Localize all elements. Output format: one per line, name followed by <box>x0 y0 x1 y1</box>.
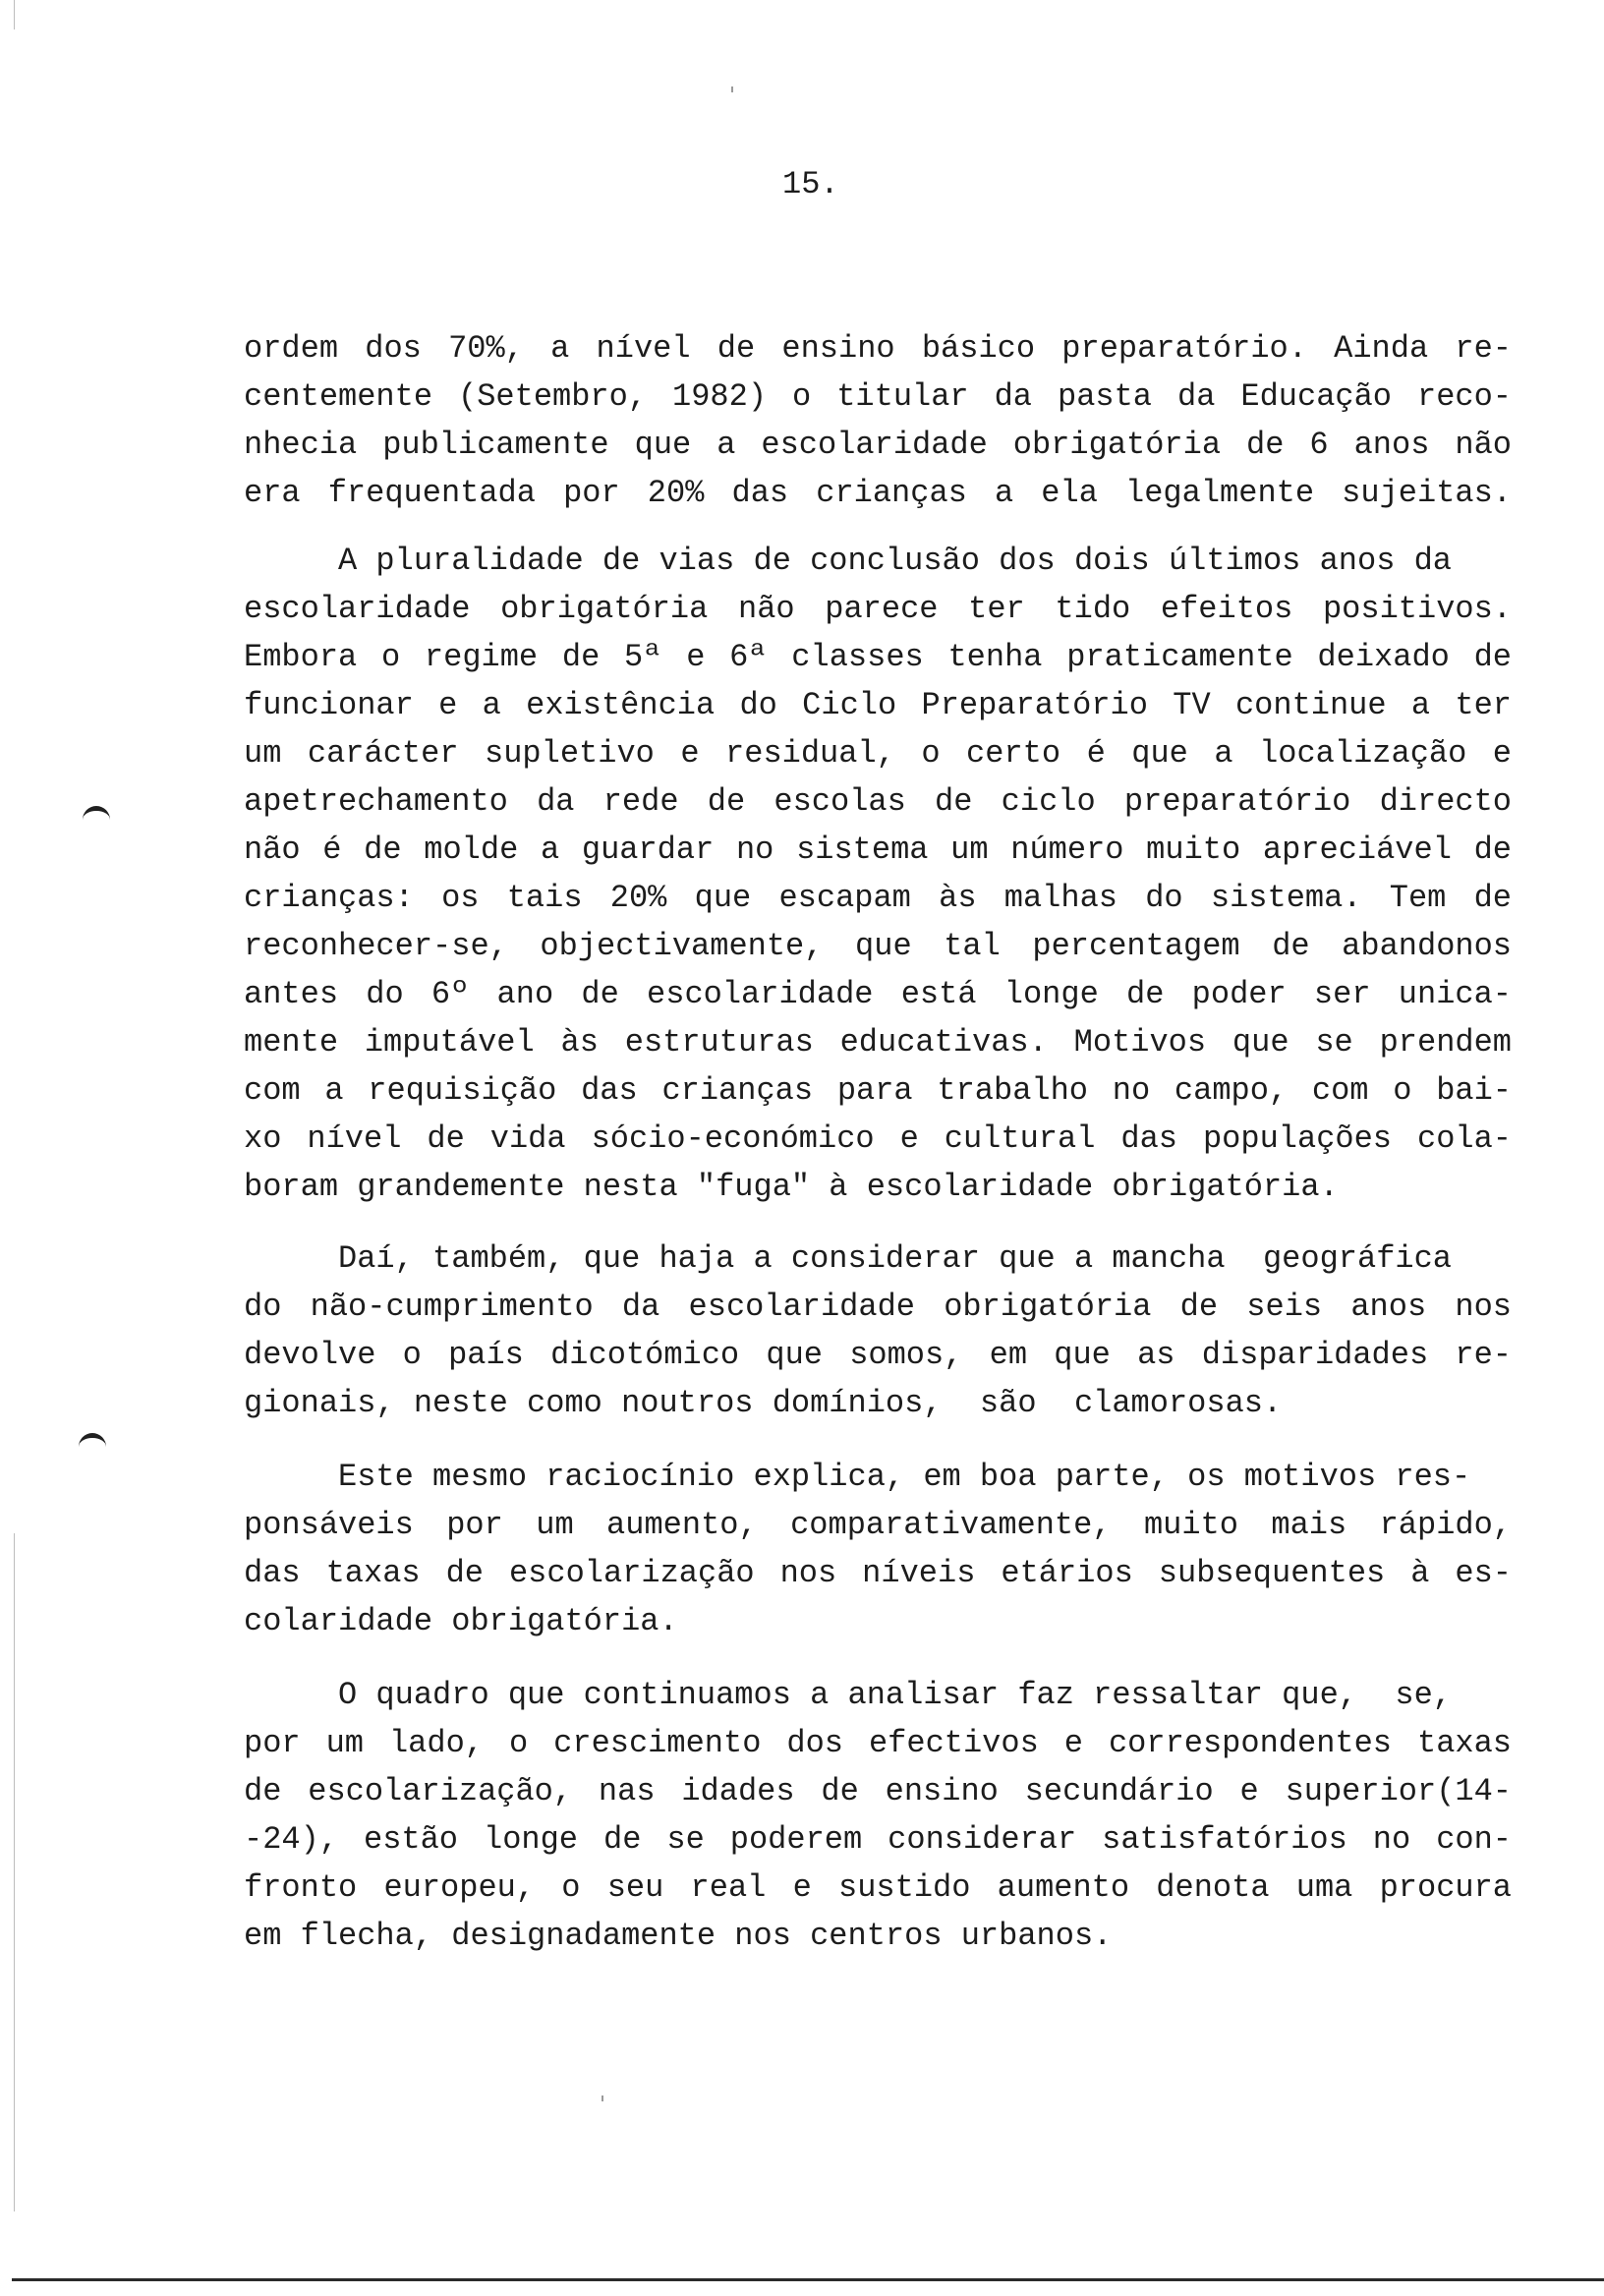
text-line: A pluralidade de vias de conclusão dos dois últimos anos da <box>244 543 1452 579</box>
text-line: funcionar e a existência do Ciclo Preparatório TV continue a ter <box>244 687 1512 723</box>
paragraph-2 <box>244 537 1512 1211</box>
text-line: devolve o país dicotómico que somos, em que as disparidades re- <box>244 1337 1512 1373</box>
text-line: O quadro que continuamos a analisar faz ressaltar que, se, <box>244 1677 1452 1713</box>
text-line: centemente (Setembro, 1982) o titular da pasta da Educação reco- <box>244 378 1512 415</box>
text-line: boram grandemente nesta "fuga" à escolaridade obrigatória. <box>244 1169 1339 1205</box>
text-line: Embora o regime de 5ª e 6ª classes tenha praticamente deixado de <box>244 639 1512 675</box>
body-text <box>244 324 1512 1960</box>
text-line: Este mesmo raciocínio explica, em boa parte, os motivos res- <box>244 1459 1471 1495</box>
text-line: escolaridade obrigatória não parece ter tido efeitos positivos. <box>244 591 1512 627</box>
text-line: em flecha, designadamente nos centros urbanos. <box>244 1918 1113 1954</box>
margin-tick-mark <box>83 806 110 823</box>
text-line: de escolarização, nas idades de ensino secundário e superior(14- <box>244 1773 1512 1809</box>
text-line: mente imputável às estruturas educativas. Motivos que se prendem <box>244 1024 1512 1061</box>
page-number: 15. <box>782 166 839 202</box>
text-line: um carácter supletivo e residual, o certo é que a localização e <box>244 735 1512 772</box>
text-line: do não-cumprimento da escolaridade obrigatória de seis anos nos <box>244 1289 1512 1325</box>
paragraph-4 <box>244 1453 1512 1645</box>
text-line: -24), estão longe de se poderem considerar satisfatórios no con- <box>244 1821 1512 1858</box>
text-line: por um lado, o crescimento dos efectivos e correspondentes taxas <box>244 1725 1512 1761</box>
scan-edge-line <box>14 0 15 29</box>
text-line: nhecia publicamente que a escolaridade obrigatória de 6 anos não <box>244 427 1512 463</box>
text-line: não é de molde a guardar no sistema um número muito apreciável de <box>244 832 1512 868</box>
paragraph-3 <box>244 1234 1512 1427</box>
text-line: das taxas de escolarização nos níveis etários subsequentes à es- <box>244 1555 1512 1591</box>
text-line: ponsáveis por um aumento, comparativamente, muito mais rápido, <box>244 1507 1512 1543</box>
scan-speck <box>731 86 733 92</box>
scan-speck <box>602 2095 603 2101</box>
text-line: xo nível de vida sócio-económico e cultural das populações cola- <box>244 1120 1512 1157</box>
paragraph-1 <box>244 324 1512 517</box>
margin-tick-mark <box>79 1433 106 1450</box>
text-line: apetrechamento da rede de escolas de ciclo preparatório directo <box>244 783 1512 820</box>
text-line: com a requisição das crianças para trabalho no campo, com o bai- <box>244 1072 1512 1109</box>
text-line: Daí, também, que haja a considerar que a mancha geográfica <box>244 1240 1452 1277</box>
bottom-rule <box>12 2278 1604 2281</box>
text-line: crianças: os tais 20% que escapam às malhas do sistema. Tem de <box>244 880 1512 916</box>
text-line: fronto europeu, o seu real e sustido aumento denota uma procura <box>244 1869 1512 1906</box>
text-line: colaridade obrigatória. <box>244 1603 678 1639</box>
paragraph-5 <box>244 1671 1512 1960</box>
scan-edge-line <box>14 1533 15 2211</box>
text-line: ordem dos 70%, a nível de ensino básico preparatório. Ainda re- <box>244 330 1512 367</box>
text-line: reconhecer-se, objectivamente, que tal percentagem de abandonos <box>244 928 1512 964</box>
text-line: era frequentada por 20% das crianças a ela legalmente sujeitas. <box>244 475 1512 511</box>
text-line: gionais, neste como noutros domínios, são clamorosas. <box>244 1385 1283 1421</box>
text-line: antes do 6º ano de escolaridade está longe de poder ser unica- <box>244 976 1512 1012</box>
